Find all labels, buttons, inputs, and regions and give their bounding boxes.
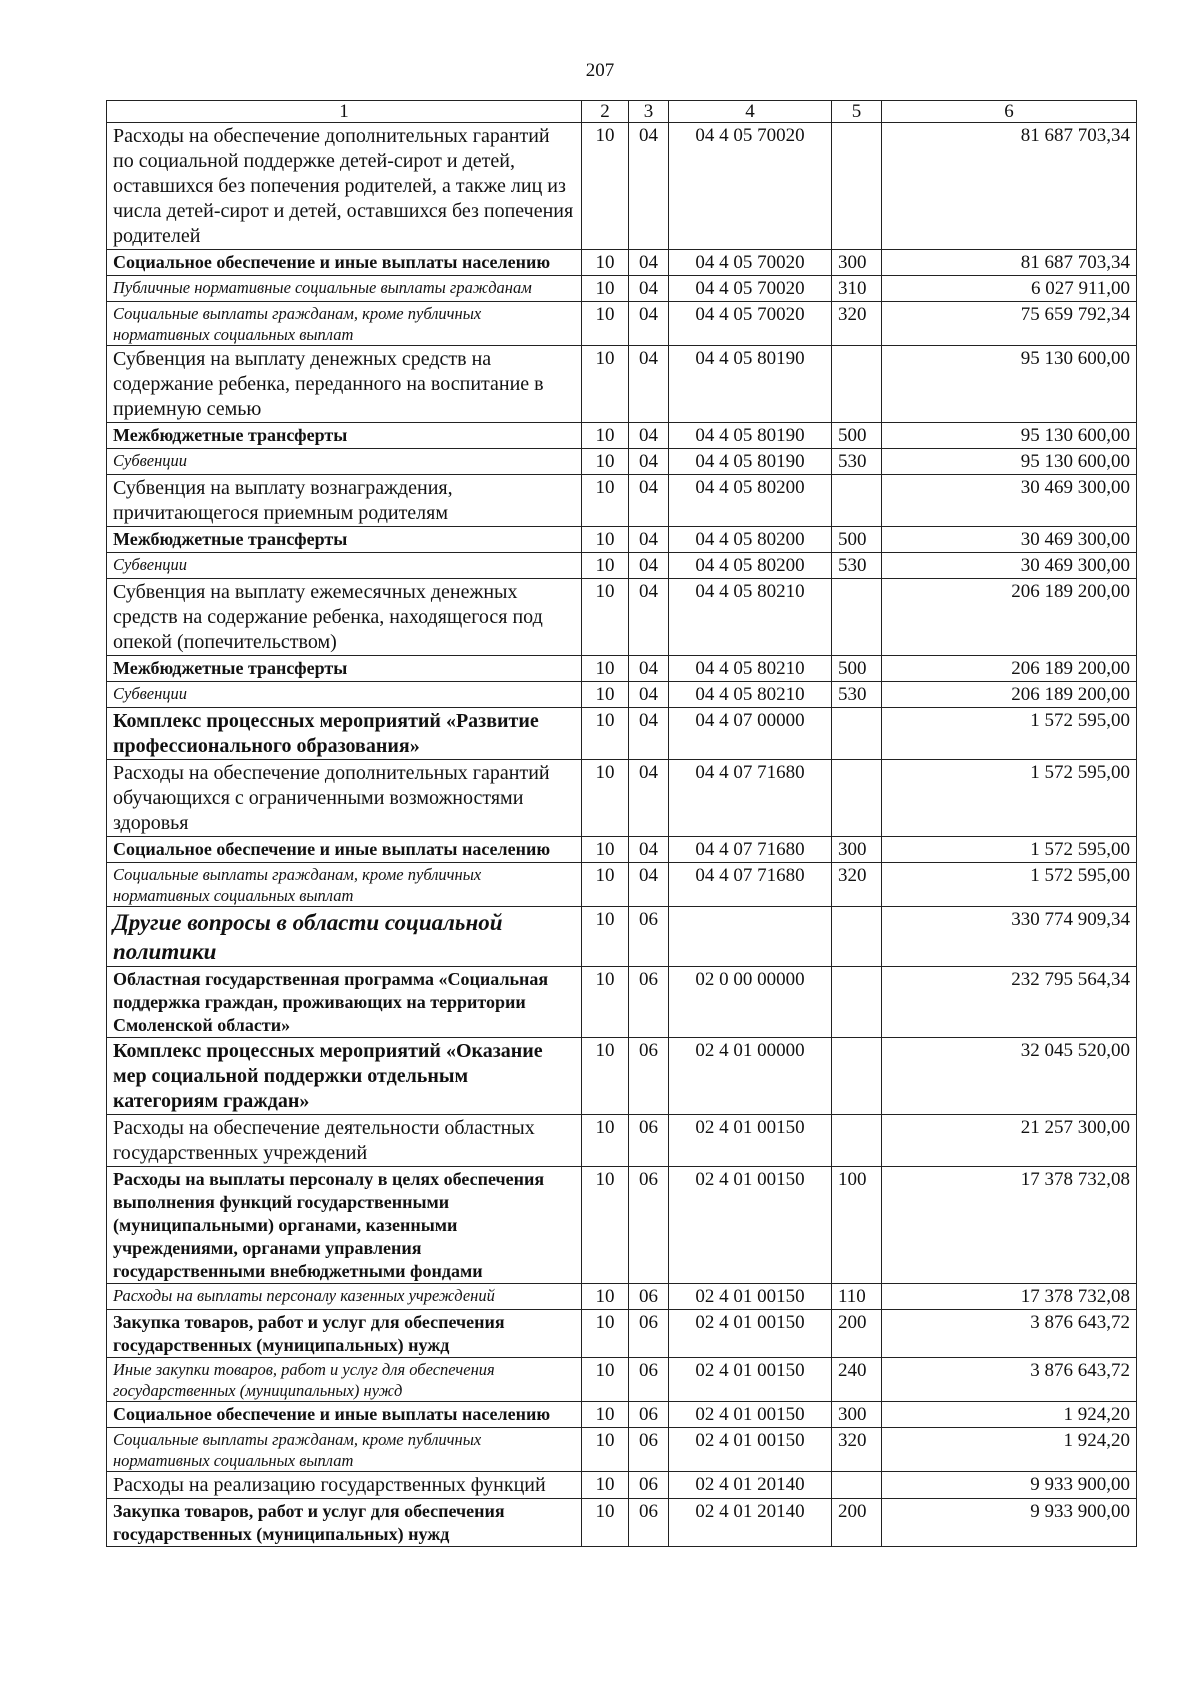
amount-cell: 1 572 595,00 xyxy=(882,863,1137,907)
row-name-cell: Социальные выплаты гражданам, кроме публичных нормативных социальных выплат xyxy=(107,863,582,907)
table-row xyxy=(107,1402,1137,1428)
target-article-cell: 02 4 01 00150 xyxy=(669,1167,832,1284)
expense-type-cell: 200 xyxy=(832,1310,882,1358)
section-code-cell: 10 xyxy=(582,1499,629,1547)
section-code-cell: 10 xyxy=(582,837,629,863)
amount-cell: 17 378 732,08 xyxy=(882,1284,1137,1310)
row-name-cell: Расходы на обеспечение деятельности областных государственных учреждений xyxy=(107,1115,582,1167)
table-row xyxy=(107,708,1137,760)
expense-type-cell: 110 xyxy=(832,1284,882,1310)
subsection-code-cell: 06 xyxy=(629,1428,669,1472)
subsection-code-cell: 04 xyxy=(629,863,669,907)
column-header: 3 xyxy=(629,101,669,123)
row-name-cell: Закупка товаров, работ и услуг для обеспечения государственных (муниципальных) нужд xyxy=(107,1310,582,1358)
section-code-cell: 10 xyxy=(582,1167,629,1284)
row-name-cell: Субвенция на выплату вознаграждения, причитающегося приемным родителям xyxy=(107,475,582,527)
expense-type-cell: 530 xyxy=(832,449,882,475)
expense-type-cell xyxy=(832,907,882,967)
row-name-cell: Субвенция на выплату денежных средств на содержание ребенка, переданного на воспитание в приемную семью xyxy=(107,346,582,423)
row-name-cell: Субвенции xyxy=(107,553,582,579)
row-name-cell: Расходы на обеспечение дополнительных гарантий обучающихся с ограниченными возможностями здоровья xyxy=(107,760,582,837)
amount-cell: 1 572 595,00 xyxy=(882,837,1137,863)
row-name-cell: Расходы на выплаты персоналу казенных учреждений xyxy=(107,1284,582,1310)
subsection-code-cell: 04 xyxy=(629,579,669,656)
expense-type-cell: 320 xyxy=(832,863,882,907)
expense-type-cell: 300 xyxy=(832,250,882,276)
expense-type-cell xyxy=(832,346,882,423)
section-code-cell: 10 xyxy=(582,1428,629,1472)
expense-type-cell: 310 xyxy=(832,276,882,302)
column-header: 6 xyxy=(882,101,1137,123)
table-row xyxy=(107,1358,1137,1402)
row-name-cell: Субвенция на выплату ежемесячных денежных средств на содержание ребенка, находящегося под опекой (попечительством) xyxy=(107,579,582,656)
section-code-cell: 10 xyxy=(582,449,629,475)
subsection-code-cell: 06 xyxy=(629,1472,669,1499)
table-row xyxy=(107,760,1137,837)
section-code-cell: 10 xyxy=(582,475,629,527)
amount-cell: 206 189 200,00 xyxy=(882,656,1137,682)
page-number: 207 xyxy=(585,60,615,81)
expense-type-cell xyxy=(832,1115,882,1167)
section-code-cell: 10 xyxy=(582,1284,629,1310)
amount-cell: 1 572 595,00 xyxy=(882,708,1137,760)
expense-type-cell xyxy=(832,123,882,250)
subsection-code-cell: 06 xyxy=(629,1402,669,1428)
row-name-cell: Публичные нормативные социальные выплаты гражданам xyxy=(107,276,582,302)
target-article-cell: 02 4 01 00150 xyxy=(669,1428,832,1472)
amount-cell: 95 130 600,00 xyxy=(882,449,1137,475)
subsection-code-cell: 06 xyxy=(629,1499,669,1547)
row-name-cell: Областная государственная программа «Социальная поддержка граждан, проживающих на территории Смоленской области» xyxy=(107,967,582,1038)
section-code-cell: 10 xyxy=(582,579,629,656)
subsection-code-cell: 06 xyxy=(629,1358,669,1402)
target-article-cell: 04 4 05 80210 xyxy=(669,682,832,708)
subsection-code-cell: 04 xyxy=(629,708,669,760)
expense-type-cell xyxy=(832,1472,882,1499)
subsection-code-cell: 04 xyxy=(629,449,669,475)
expense-type-cell: 200 xyxy=(832,1499,882,1547)
subsection-code-cell: 04 xyxy=(629,346,669,423)
target-article-cell: 04 4 05 70020 xyxy=(669,123,832,250)
subsection-code-cell: 04 xyxy=(629,475,669,527)
expense-type-cell: 500 xyxy=(832,656,882,682)
target-article-cell: 04 4 07 71680 xyxy=(669,760,832,837)
subsection-code-cell: 04 xyxy=(629,276,669,302)
expense-type-cell: 320 xyxy=(832,302,882,346)
table-row xyxy=(107,682,1137,708)
amount-cell: 95 130 600,00 xyxy=(882,423,1137,449)
amount-cell: 1 924,20 xyxy=(882,1402,1137,1428)
expense-type-cell: 530 xyxy=(832,682,882,708)
subsection-code-cell: 04 xyxy=(629,682,669,708)
table-row xyxy=(107,346,1137,423)
row-name-cell: Другие вопросы в области социальной политики xyxy=(107,907,582,967)
table-row xyxy=(107,863,1137,907)
expense-type-cell xyxy=(832,475,882,527)
amount-cell: 21 257 300,00 xyxy=(882,1115,1137,1167)
table-row xyxy=(107,1284,1137,1310)
amount-cell: 6 027 911,00 xyxy=(882,276,1137,302)
table-row xyxy=(107,1310,1137,1358)
table-row xyxy=(107,527,1137,553)
section-code-cell: 10 xyxy=(582,863,629,907)
row-name-cell: Расходы на выплаты персоналу в целях обеспечения выполнения функций государственными (муниципальными) органами, казенными учреждениями, органами управления государственными внебюджетными фондами xyxy=(107,1167,582,1284)
expense-type-cell: 500 xyxy=(832,423,882,449)
table-row xyxy=(107,967,1137,1038)
target-article-cell: 02 4 01 20140 xyxy=(669,1499,832,1547)
target-article-cell: 04 4 05 80190 xyxy=(669,346,832,423)
section-code-cell: 10 xyxy=(582,423,629,449)
header-row xyxy=(107,101,1137,123)
subsection-code-cell: 06 xyxy=(629,1284,669,1310)
table-row xyxy=(107,250,1137,276)
section-code-cell: 10 xyxy=(582,276,629,302)
row-name-cell: Социальное обеспечение и иные выплаты населению xyxy=(107,837,582,863)
target-article-cell: 04 4 05 80190 xyxy=(669,449,832,475)
amount-cell: 32 045 520,00 xyxy=(882,1038,1137,1115)
table-row xyxy=(107,276,1137,302)
amount-cell: 81 687 703,34 xyxy=(882,123,1137,250)
target-article-cell: 04 4 05 70020 xyxy=(669,302,832,346)
section-code-cell: 10 xyxy=(582,1115,629,1167)
table-row xyxy=(107,579,1137,656)
subsection-code-cell: 06 xyxy=(629,1115,669,1167)
expense-type-cell: 500 xyxy=(832,527,882,553)
target-article-cell: 04 4 05 70020 xyxy=(669,250,832,276)
section-code-cell: 10 xyxy=(582,967,629,1038)
expense-type-cell xyxy=(832,1038,882,1115)
amount-cell: 206 189 200,00 xyxy=(882,579,1137,656)
amount-cell: 1 572 595,00 xyxy=(882,760,1137,837)
expense-type-cell xyxy=(832,579,882,656)
amount-cell: 30 469 300,00 xyxy=(882,527,1137,553)
table-row xyxy=(107,423,1137,449)
target-article-cell: 02 4 01 00150 xyxy=(669,1115,832,1167)
row-name-cell: Расходы на обеспечение дополнительных гарантий по социальной поддержке детей-сирот и детей, оставшихся без попечения родителей, а также лиц из числа детей-сирот и детей, оставшихся без попечения родителей xyxy=(107,123,582,250)
section-code-cell: 10 xyxy=(582,1402,629,1428)
amount-cell: 9 933 900,00 xyxy=(882,1472,1137,1499)
budget-table xyxy=(106,100,1137,1547)
row-name-cell: Социальные выплаты гражданам, кроме публичных нормативных социальных выплат xyxy=(107,1428,582,1472)
target-article-cell: 02 4 01 00150 xyxy=(669,1310,832,1358)
row-name-cell: Закупка товаров, работ и услуг для обеспечения государственных (муниципальных) нужд xyxy=(107,1499,582,1547)
table-row xyxy=(107,1115,1137,1167)
table-row xyxy=(107,123,1137,250)
target-article-cell: 04 4 05 80190 xyxy=(669,423,832,449)
table-row xyxy=(107,1499,1137,1547)
section-code-cell: 10 xyxy=(582,656,629,682)
table-row xyxy=(107,302,1137,346)
subsection-code-cell: 06 xyxy=(629,907,669,967)
target-article-cell: 04 4 05 80200 xyxy=(669,475,832,527)
target-article-cell: 02 4 01 00150 xyxy=(669,1284,832,1310)
table-row xyxy=(107,449,1137,475)
section-code-cell: 10 xyxy=(582,346,629,423)
expense-type-cell: 240 xyxy=(832,1358,882,1402)
target-article-cell: 02 4 01 20140 xyxy=(669,1472,832,1499)
amount-cell: 1 924,20 xyxy=(882,1428,1137,1472)
row-name-cell: Социальное обеспечение и иные выплаты населению xyxy=(107,1402,582,1428)
target-article-cell: 02 0 00 00000 xyxy=(669,967,832,1038)
subsection-code-cell: 06 xyxy=(629,967,669,1038)
expense-type-cell: 300 xyxy=(832,1402,882,1428)
table-row xyxy=(107,1428,1137,1472)
row-name-cell: Иные закупки товаров, работ и услуг для обеспечения государственных (муниципальных) нужд xyxy=(107,1358,582,1402)
subsection-code-cell: 06 xyxy=(629,1167,669,1284)
column-header: 4 xyxy=(669,101,832,123)
column-header: 2 xyxy=(582,101,629,123)
section-code-cell: 10 xyxy=(582,1310,629,1358)
section-code-cell: 10 xyxy=(582,1472,629,1499)
amount-cell: 95 130 600,00 xyxy=(882,346,1137,423)
section-code-cell: 10 xyxy=(582,1038,629,1115)
section-code-cell: 10 xyxy=(582,123,629,250)
table-body xyxy=(107,123,1137,1547)
amount-cell: 3 876 643,72 xyxy=(882,1358,1137,1402)
expense-type-cell xyxy=(832,967,882,1038)
amount-cell: 75 659 792,34 xyxy=(882,302,1137,346)
target-article-cell: 04 4 07 71680 xyxy=(669,863,832,907)
table-row xyxy=(107,1472,1137,1499)
row-name-cell: Комплекс процессных мероприятий «Развитие профессионального образования» xyxy=(107,708,582,760)
target-article-cell: 04 4 07 71680 xyxy=(669,837,832,863)
amount-cell: 81 687 703,34 xyxy=(882,250,1137,276)
amount-cell: 330 774 909,34 xyxy=(882,907,1137,967)
amount-cell: 30 469 300,00 xyxy=(882,475,1137,527)
table-row xyxy=(107,656,1137,682)
row-name-cell: Межбюджетные трансферты xyxy=(107,423,582,449)
table-row xyxy=(107,1167,1137,1284)
section-code-cell: 10 xyxy=(582,760,629,837)
subsection-code-cell: 04 xyxy=(629,656,669,682)
subsection-code-cell: 06 xyxy=(629,1310,669,1358)
target-article-cell: 04 4 05 80210 xyxy=(669,579,832,656)
subsection-code-cell: 04 xyxy=(629,527,669,553)
row-name-cell: Социальные выплаты гражданам, кроме публичных нормативных социальных выплат xyxy=(107,302,582,346)
subsection-code-cell: 04 xyxy=(629,553,669,579)
row-name-cell: Межбюджетные трансферты xyxy=(107,656,582,682)
target-article-cell: 04 4 05 80200 xyxy=(669,553,832,579)
target-article-cell: 02 4 01 00150 xyxy=(669,1402,832,1428)
row-name-cell: Межбюджетные трансферты xyxy=(107,527,582,553)
target-article-cell xyxy=(669,907,832,967)
amount-cell: 17 378 732,08 xyxy=(882,1167,1137,1284)
table-row xyxy=(107,475,1137,527)
section-code-cell: 10 xyxy=(582,250,629,276)
section-code-cell: 10 xyxy=(582,302,629,346)
target-article-cell: 04 4 07 00000 xyxy=(669,708,832,760)
row-name-cell: Субвенции xyxy=(107,682,582,708)
section-code-cell: 10 xyxy=(582,553,629,579)
row-name-cell: Расходы на реализацию государственных функций xyxy=(107,1472,582,1499)
section-code-cell: 10 xyxy=(582,708,629,760)
expense-type-cell: 100 xyxy=(832,1167,882,1284)
target-article-cell: 04 4 05 80200 xyxy=(669,527,832,553)
section-code-cell: 10 xyxy=(582,907,629,967)
subsection-code-cell: 04 xyxy=(629,302,669,346)
target-article-cell: 04 4 05 80210 xyxy=(669,656,832,682)
expense-type-cell: 300 xyxy=(832,837,882,863)
table-row xyxy=(107,907,1137,967)
row-name-cell: Социальное обеспечение и иные выплаты населению xyxy=(107,250,582,276)
subsection-code-cell: 06 xyxy=(629,1038,669,1115)
table-row xyxy=(107,837,1137,863)
section-code-cell: 10 xyxy=(582,527,629,553)
row-name-cell: Комплекс процессных мероприятий «Оказание мер социальной поддержки отдельным категориям граждан» xyxy=(107,1038,582,1115)
table-row xyxy=(107,553,1137,579)
expense-type-cell: 320 xyxy=(832,1428,882,1472)
subsection-code-cell: 04 xyxy=(629,250,669,276)
amount-cell: 3 876 643,72 xyxy=(882,1310,1137,1358)
column-header: 5 xyxy=(832,101,882,123)
expense-type-cell: 530 xyxy=(832,553,882,579)
column-header: 1 xyxy=(107,101,582,123)
amount-cell: 30 469 300,00 xyxy=(882,553,1137,579)
target-article-cell: 04 4 05 70020 xyxy=(669,276,832,302)
amount-cell: 206 189 200,00 xyxy=(882,682,1137,708)
expense-type-cell xyxy=(832,760,882,837)
row-name-cell: Субвенции xyxy=(107,449,582,475)
target-article-cell: 02 4 01 00150 xyxy=(669,1358,832,1402)
subsection-code-cell: 04 xyxy=(629,760,669,837)
amount-cell: 232 795 564,34 xyxy=(882,967,1137,1038)
table-row xyxy=(107,1038,1137,1115)
amount-cell: 9 933 900,00 xyxy=(882,1499,1137,1547)
subsection-code-cell: 04 xyxy=(629,423,669,449)
section-code-cell: 10 xyxy=(582,1358,629,1402)
section-code-cell: 10 xyxy=(582,682,629,708)
target-article-cell: 02 4 01 00000 xyxy=(669,1038,832,1115)
expense-type-cell xyxy=(832,708,882,760)
subsection-code-cell: 04 xyxy=(629,837,669,863)
subsection-code-cell: 04 xyxy=(629,123,669,250)
